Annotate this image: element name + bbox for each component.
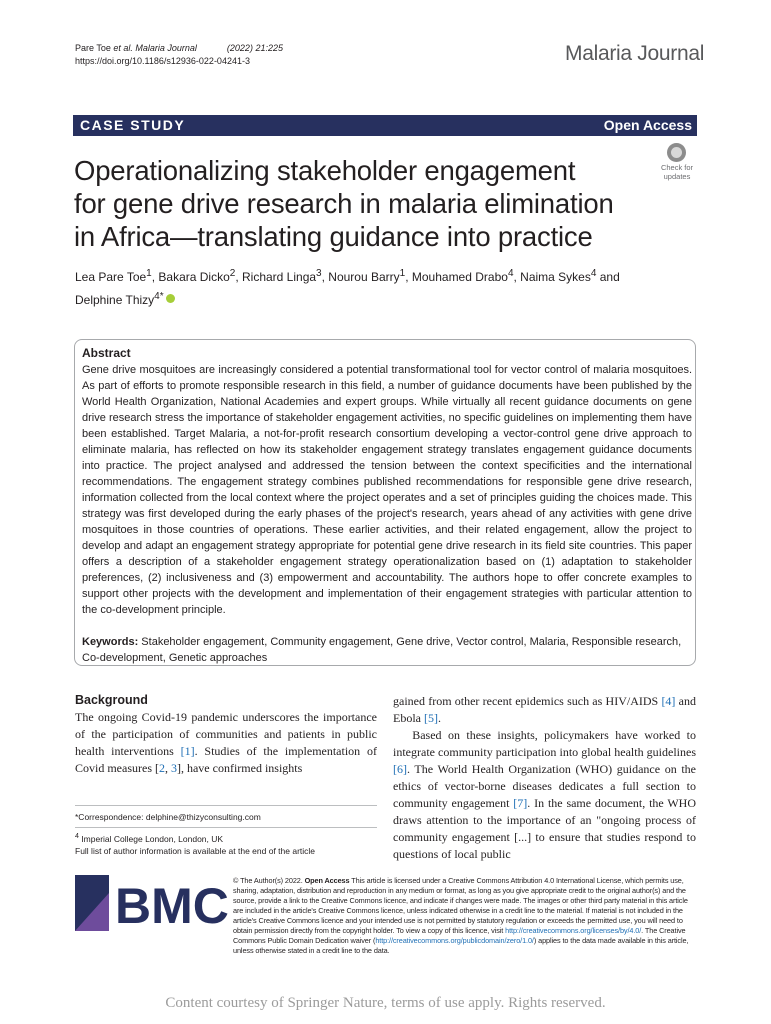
citation-header	[75, 42, 283, 68]
article-type: CASE STUDY	[80, 117, 186, 133]
article-title	[74, 154, 674, 253]
keywords-label: Keywords:	[82, 636, 139, 648]
open-access-label: Open Access	[603, 117, 692, 133]
footnote-divider	[75, 805, 377, 806]
bmc-logo	[75, 875, 229, 934]
journal-name: Malaria Journal	[565, 42, 705, 65]
title-line-2: for gene drive research in malaria elimination	[74, 188, 614, 219]
citation-journal: et al. Malaria Journal	[113, 43, 197, 53]
reference-link[interactable]: [5]	[424, 711, 438, 725]
author-list: Lea Pare Toe$^1$, Bakara Dicko$^2$, Richard Linga$^3$, Nourou Barry$^1$, Mouhamed Drabo$^4$, Naima Sykes$^4$ and Delphine Thizy$^{4*}$	[75, 268, 620, 307]
title-line-3: in Africa—translating guidance into practice	[74, 221, 593, 252]
footnote-divider	[75, 827, 377, 828]
keywords	[82, 634, 692, 666]
reference-link[interactable]: [4]	[661, 694, 676, 708]
background-heading: Background	[75, 693, 148, 707]
citation-authors: Pare Toe	[75, 43, 114, 53]
correspondence: *Correspondence: delphine@thizyconsulting.com	[75, 812, 261, 822]
abstract-heading: Abstract	[82, 346, 131, 360]
title-line-1: Operationalizing stakeholder engagement	[74, 155, 576, 186]
article-type-band	[73, 115, 697, 136]
public-domain-link[interactable]: http://creativecommons.org/publicdomain/zero/1.0/	[375, 936, 534, 945]
license-text: © The Author(s) 2022. Open Access This article is licensed under a Creative Commons Attribution 4.0 International License, which permits use, sharing, adaptation, distribution and reproduction in any medium or format, as long as you give appropriate credit to the original author(s) and the source, provide a link to the Creative Commons licence, and indicate if changes were made. The images or other third party material in this article are included in the article's Creative Commons licence, unless indicated otherwise in a credit line to the material. If material is not included in the article's Creative Commons licence and your intended use is not permitted by statutory regulation or exceeds the permitted use, you will need to obtain permission directly from the copyright holder. To view a copy of this licence, visit http://creativecommons.org/licenses/by/4.0/. The Creative Commons Public Domain Dedication waiver (http://creativecommons.org/publicdomain/zero/1.0/) applies to the data made available in this article, unless otherwise stated in a credit line to the data.	[233, 876, 689, 955]
reference-link[interactable]: 2	[158, 761, 165, 775]
abstract-text: Gene drive mosquitoes are increasingly considered a potential transformational tool for vector control of malaria mosquitoes. As part of efforts to promote responsible research in this field, a number of guidance documents have been published by the World Health Organization, National Academies and expert groups. While virtually all recent guidance documents on gene drive research stress the importance of stakeholder engagement activities, no specific guidelines on implementing them have been established. Target Malaria, a not-for-profit research consortium developing a vector-control gene drive approach to eliminate malaria, has reflected on how its stakeholder engagement strategy translates engagement guidance documents into practice. The project analysed and addressed the tension between the context specificities and the international recommendations. The engagement strategy combines published recommendations for responsible gene drive research, information collected from the local context where the project operates and a set of principles guiding the choices made. This strategy was first developed during the early phases of the project's research, years ahead of any activities with gene drive mosquitoes in those countries of operations. These earlier activities, and their related engagement, allow the project to develop and adapt an engagement strategy appropriate for potential gene drive research in its field site countries. This paper offers a description of a stakeholder engagement strategy operationalization based on (1) adaptation to stakeholder preferences, (2) inclusiveness and (3) empowerment and accountability. The authors hope to offer concrete examples to support other projects with the development and implementation of their engagement strategies with particular attention to the co-development principle.	[82, 364, 692, 616]
courtesy-watermark: Content courtesy of Springer Nature, terms of use apply. Rights reserved.	[165, 995, 606, 1011]
citation-year: (2022) 21:225	[226, 43, 283, 53]
reference-link[interactable]: 3	[170, 761, 177, 775]
doi-link[interactable]: https://doi.org/10.1186/s12936-022-04241-3	[75, 56, 250, 66]
keywords-list: Stakeholder engagement, Community engagement, Gene drive, Vector control, Malaria, Responsible research, Co-development, Genetic approaches	[82, 636, 682, 664]
orcid-icon[interactable]	[166, 294, 175, 303]
reference-link[interactable]: [1]	[180, 744, 195, 758]
license-link[interactable]: http://creativecommons.org/licenses/by/4.0/	[505, 926, 642, 935]
bmc-logo-text: BMC	[115, 878, 229, 934]
reference-link[interactable]: [7]	[513, 796, 528, 810]
background-column-1: The ongoing Covid-19 pandemic underscores the importance of the participation of communities and patients in public health interventions [1]. Studies of the implementation of Covid measures [2, 3], have confirmed insights	[75, 710, 377, 775]
affiliation: $^4$ Imperial College London, London, UK Full list of author information is available at the end of the article	[75, 832, 316, 856]
reference-link[interactable]: [6]	[393, 762, 407, 776]
check-for-updates-badge[interactable]: Check for updates	[656, 143, 698, 183]
background-column-2: gained from other recent epidemics such as HIV/AIDS [4] and Ebola [5]. Based on these insights, policymakers have worked to integrate community participation into global health guidelines [6]. The World Health Organization (WHO) guidance on the ethics of vector-borne diseases dedicates a full section to community engagement [7]. In the same document, the WHO draws attention to the importance of an "ongoing process of community engagement [...] to ensure that studies respond to questions of local public	[393, 694, 696, 861]
